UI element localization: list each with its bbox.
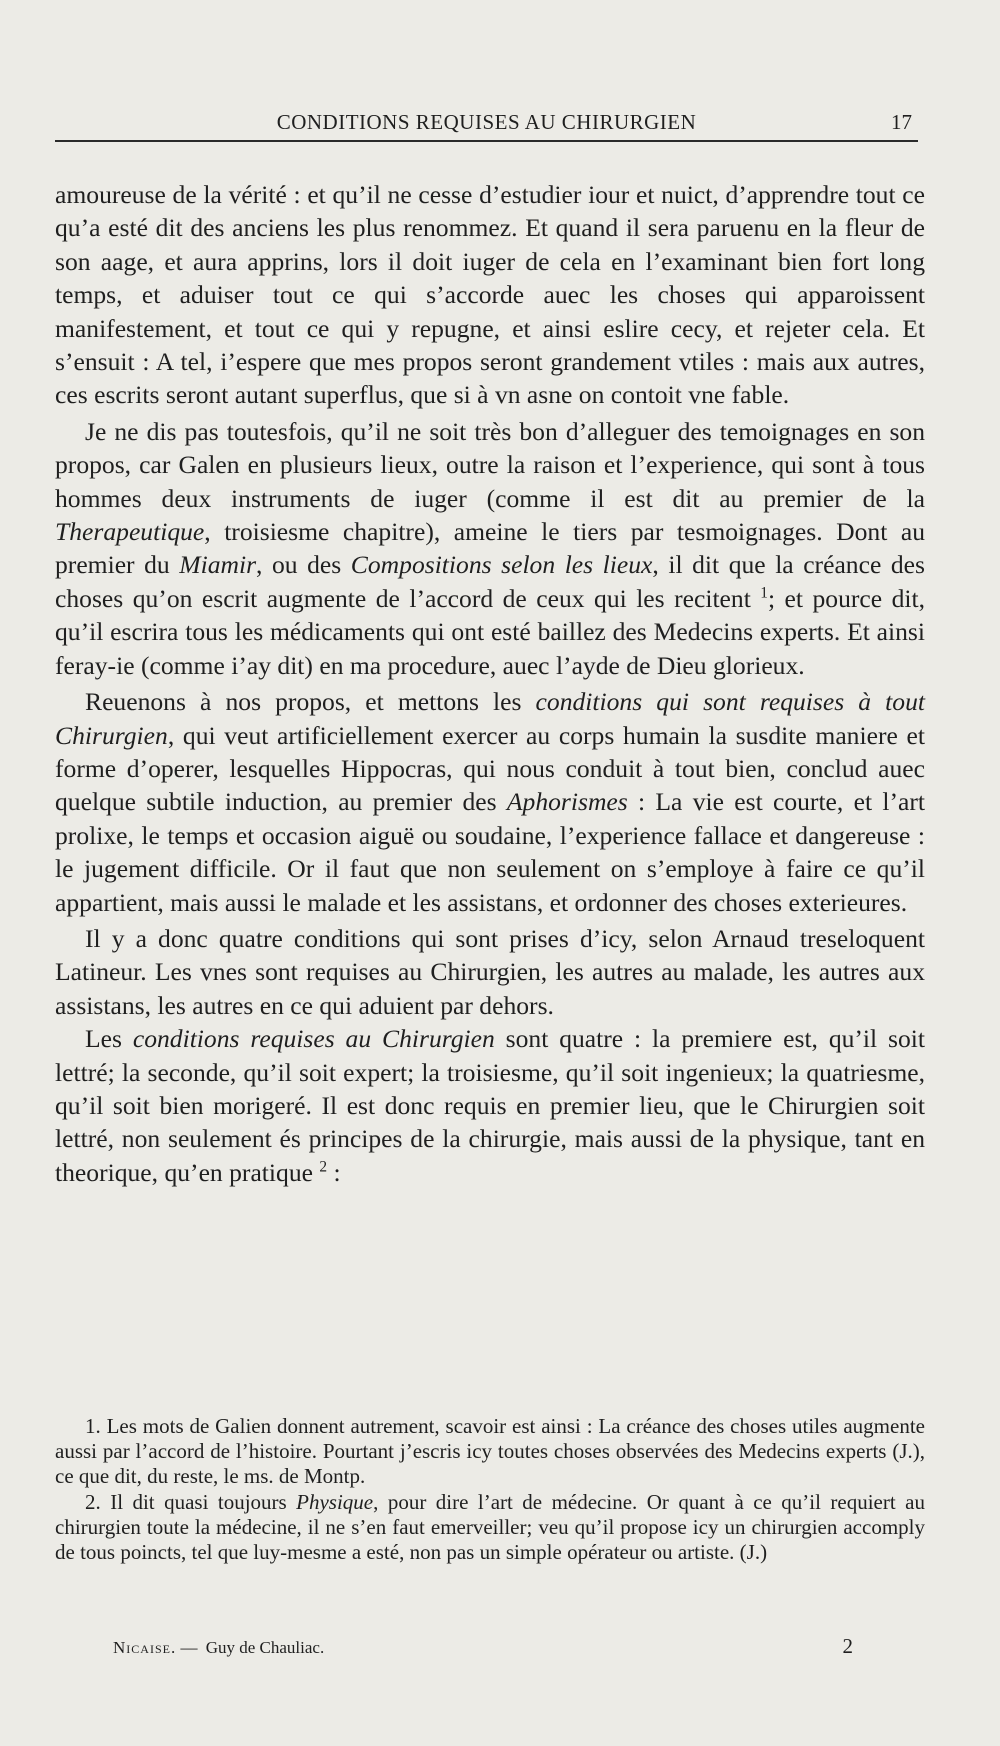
running-header	[55, 104, 918, 142]
footnote	[55, 1490, 925, 1566]
text-run: , il dit que la créance des choses qu’on escrit augmente de l’accord de ceux qui les recitent	[55, 550, 925, 613]
italic-run: Therapeutique	[55, 517, 205, 547]
signature-book-title: Guy de Chauliac.	[205, 1638, 325, 1657]
paragraph	[55, 1022, 925, 1189]
italic-run: Aphorismes	[506, 787, 628, 817]
text-run: , pour dire l’art de médecine. Or quant à ce qu’il requiert au chirurgien toute la médecine, il ne s’en faut emerveiller; veu qu’il propose icy un chirurgien accomply de tous poincts, tel que luy-mesme a esté, non pas un simple opérateur ou artiste. (J.)	[55, 1489, 925, 1565]
text-run: Je ne dis pas toutesfois, qu’il ne soit très bon d’alleguer des temoignages en son propos, car Galen en plusieurs lieux, outre la raison et l’experience, qui sont à tous hommes deux instruments de iuger (comme il est dit au premier de la	[55, 416, 925, 513]
text-run: :	[327, 1157, 341, 1187]
footnote	[55, 1414, 925, 1490]
italic-run: Miamir	[179, 550, 257, 580]
footnote-ref: 2	[319, 1158, 328, 1176]
italic-run: conditions qui sont requises à tout Chirurgien	[55, 687, 926, 750]
footnotes	[55, 1414, 925, 1565]
italic-run: Compositions selon les lieux	[350, 550, 653, 580]
text-run: ; et pource dit, qu’il escrira tous les médicaments qui ont esté baillez des Medecins experts. Et ainsi feray-ie (comme i’ay dit) en ma procedure, auec l’ayde de Dieu glorieux.	[55, 583, 926, 680]
text-run: , troisiesme chapitre), ameine le tiers par tesmoignages. Dont au premier du	[55, 517, 925, 580]
signature-separator: —	[180, 1638, 198, 1657]
signature-author: Nicaise.	[113, 1638, 177, 1657]
text-run: : La vie est courte, et l’art prolixe, le temps et occasion aiguë ou soudaine, l’experience fallace et dangereuse : le jugement difficile. Or il faut que non seulement on s’employe à faire ce qu’il appartient, mais aussi le malade et les assistans, et ordonner des choses exterieures.	[55, 787, 925, 917]
text-run: , ou des	[256, 550, 351, 580]
body-text	[55, 178, 925, 1189]
text-run: , qui veut artificiellement exercer au corps humain la susdite maniere et forme d’operer, lesquelles Hippocras, qui nous conduit à tout bien, conclud auec quelque subtile induction, au premier des	[55, 720, 925, 817]
italic-run: conditions requises au Chirurgien	[132, 1024, 495, 1054]
running-title: CONDITIONS REQUISES AU CHIRURGIEN	[276, 110, 697, 134]
text-run: Il y a donc quatre conditions qui sont prises d’icy, selon Arnaud treseloquent Latineur. Les vnes sont requises au Chirurgien, les autres au malade, les autres aux assistans, les autres en ce qui aduient par dehors.	[55, 923, 925, 1020]
page-number: 17	[891, 110, 912, 134]
paragraph	[55, 922, 925, 1022]
italic-run: Physique	[296, 1489, 374, 1514]
text-run: sont quatre : la premiere est, qu’il soit lettré; la seconde, qu’il soit expert; la troisiesme, qu’il soit ingenieux; la quatriesme, qu’il soit bien morigeré. Il est donc requis en premier lieu, que le Chirurgien soit lettré, non seulement és principes de la chirurgie, mais aussi de la physique, tant en theorique, qu’en pratique	[55, 1024, 925, 1187]
signature-line	[113, 1634, 853, 1664]
paragraph	[55, 685, 925, 919]
text-run: 2. Il dit quasi toujours	[85, 1489, 297, 1514]
paragraph	[55, 178, 925, 412]
footnote-ref: 1	[760, 584, 768, 602]
text-run: Reuenons à nos propos, et mettons les	[85, 687, 536, 717]
text-run: amoureuse de la vérité : et qu’il ne cesse d’estudier iour et nuict, d’apprendre tout ce qu’a esté dit des anciens les plus renommez. Et quand il sera paruenu en la fleur de son aage, et aura apprins, lors il doit iuger de cela en l’examinant bien fort long temps, et aduiser tout ce qui s’accorde auec les choses qui apparoissent manifestement, et tout ce qui y repugne, et ainsi eslire cecy, et rejeter cela. Et s’ensuit : A tel, i’espere que mes propos seront grandement vtiles : mais aux autres, ces escrits seront autant superflus, que si à vn asne on contoit vne fable.	[55, 180, 925, 410]
text-run: 1. Les mots de Galien donnent autrement, scavoir est ainsi : La créance des choses utiles augmente aussi par l’accord de l’histoire. Pourtant j’escris icy toutes choses observées des Medecins experts (J.), ce que dit, du reste, le ms. de Montp.	[55, 1414, 925, 1489]
paragraph	[55, 415, 925, 682]
text-run: Les	[85, 1024, 133, 1054]
signature-mark: 2	[842, 1634, 853, 1658]
